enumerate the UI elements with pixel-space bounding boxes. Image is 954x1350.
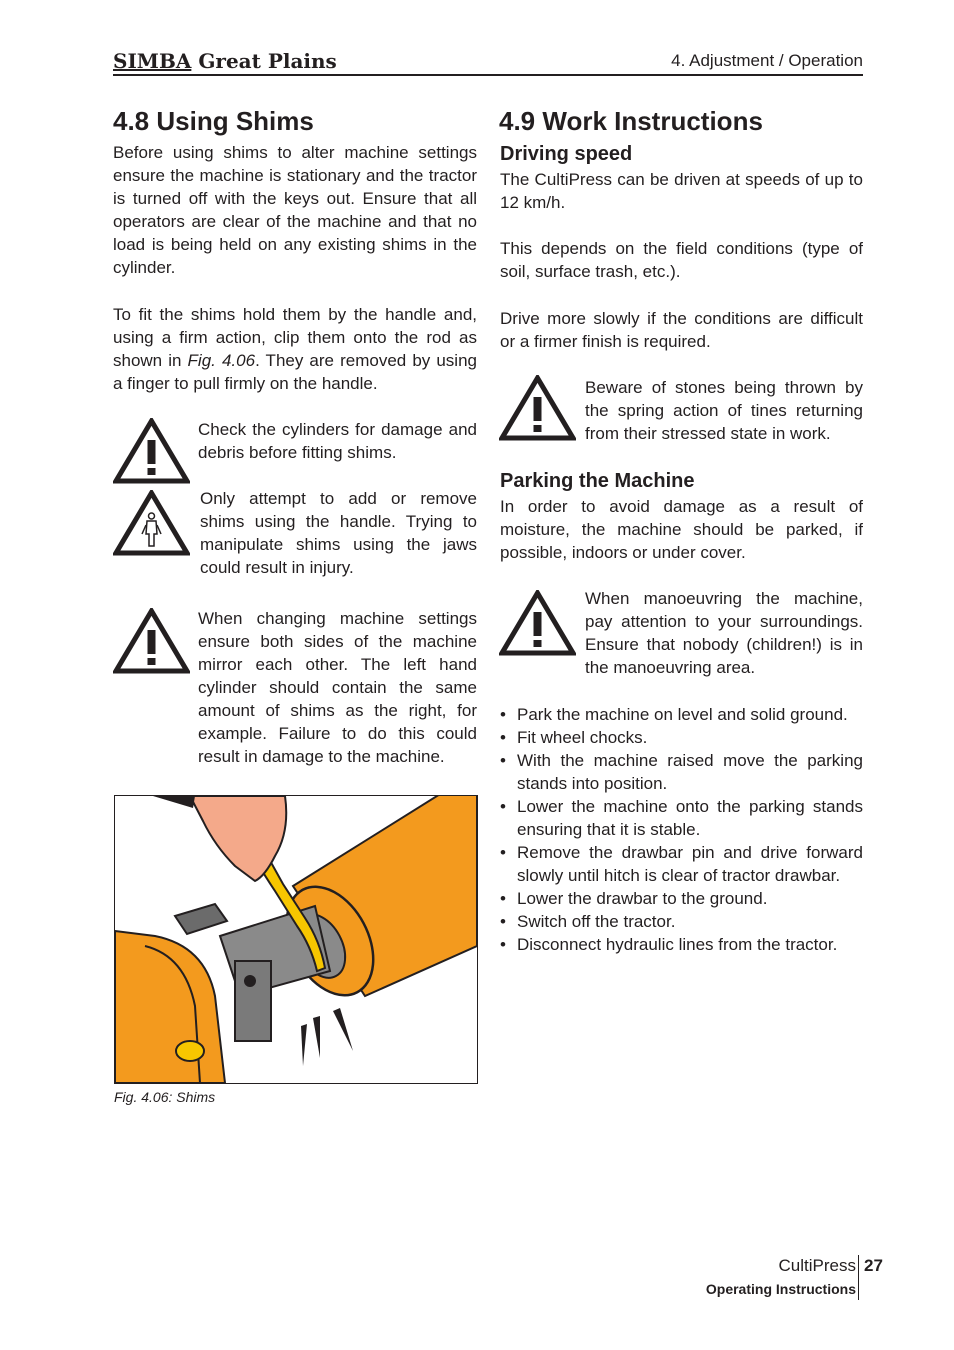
warning-manoeuvring: When manoeuvring the machine, pay attention to your surroundings. Ensure that nobody (children!) is in the manoeuvring area. [585, 589, 863, 677]
section-title-work-instructions: 4.9 Work Instructions [499, 106, 763, 136]
list-item: • Fit wheel chocks. [500, 726, 863, 749]
brand-great-plains: Great Plains [191, 49, 337, 73]
warning-mirror-settings: When changing machine settings ensure both sides of the machine mirror each other. The left hand cylinder should contain the same amount of shims as the right, for example. Failure to do this could result in damage to the machine. [198, 609, 477, 766]
list-item: • Switch off the tractor. [500, 910, 863, 933]
shims-illustration [114, 795, 478, 1084]
brand-logo [113, 49, 337, 73]
para-field-conditions: This depends on the field conditions (type of soil, surface trash, etc.). [500, 239, 863, 281]
footer-divider [858, 1255, 859, 1300]
parking-steps-list [500, 703, 863, 956]
hand-injury-warning-icon [113, 490, 190, 556]
subheading-driving-speed: Driving speed [500, 143, 633, 165]
para-fit-shims-a: To fit the shims hold them by the handle and, using a firm action, clip them onto the rod as shown in [113, 305, 477, 370]
list-item: • With the machine raised move the parking stands into position. [500, 749, 863, 795]
warning-check-cylinders: Check the cylinders for damage and debris before fitting shims. [198, 420, 477, 462]
warning-triangle-icon [113, 608, 190, 674]
para-parking: In order to avoid damage as a result of moisture, the machine should be parked, if possible, indoors or under cover. [500, 497, 863, 562]
para-drive-slowly: Drive more slowly if the conditions are difficult or a firmer finish is required. [500, 309, 863, 351]
page-number: 27 [864, 1256, 883, 1275]
subheading-parking: Parking the Machine [500, 470, 695, 492]
section-title-using-shims: 4.8 Using Shims [113, 106, 314, 136]
list-item: • Remove the drawbar pin and drive forward slowly until hitch is clear of tractor drawbar. [500, 841, 863, 887]
warning-stones-thrown: Beware of stones being thrown by the spring action of tines returning from their stressed state in work. [585, 378, 863, 443]
warning-triangle-icon [113, 418, 190, 484]
figure-caption: Fig. 4.06: Shims [114, 1089, 216, 1105]
footer-subtitle: Operating Instructions [705, 1281, 856, 1297]
warning-triangle-icon [499, 590, 576, 656]
para-driving-speed: The CultiPress can be driven at speeds of up to 12 km/h. [500, 170, 863, 212]
brand-simba: SIMBA [113, 49, 192, 73]
warning-triangle-icon [499, 375, 576, 441]
list-item: • Disconnect hydraulic lines from the tractor. [500, 933, 863, 956]
para-before-using-shims: Before using shims to alter machine settings ensure the machine is stationary and the tractor is turned off with the keys out. Ensure that all operators are clear of the machine and that no load is being held on any existing shims in the cylinder. [113, 143, 477, 277]
warning-use-handle: Only attempt to add or remove shims using the handle. Trying to manipulate shims using the jaws could result in injury. [200, 489, 477, 577]
list-item: • Lower the machine onto the parking stands ensuring that it is stable. [500, 795, 863, 841]
fig-reference: Fig. 4.06 [187, 351, 256, 370]
para-fit-shims-b: . They are removed by using a finger to pull firmly on the handle. [113, 351, 477, 393]
footer-product-name: CultiPress [778, 1256, 856, 1275]
list-item: • Lower the drawbar to the ground. [500, 887, 863, 910]
list-item: • Park the machine on level and solid ground. [500, 703, 863, 726]
section-label: 4. Adjustment / Operation [671, 51, 863, 70]
para-fit-shims [113, 303, 477, 395]
header-rule [113, 74, 863, 76]
